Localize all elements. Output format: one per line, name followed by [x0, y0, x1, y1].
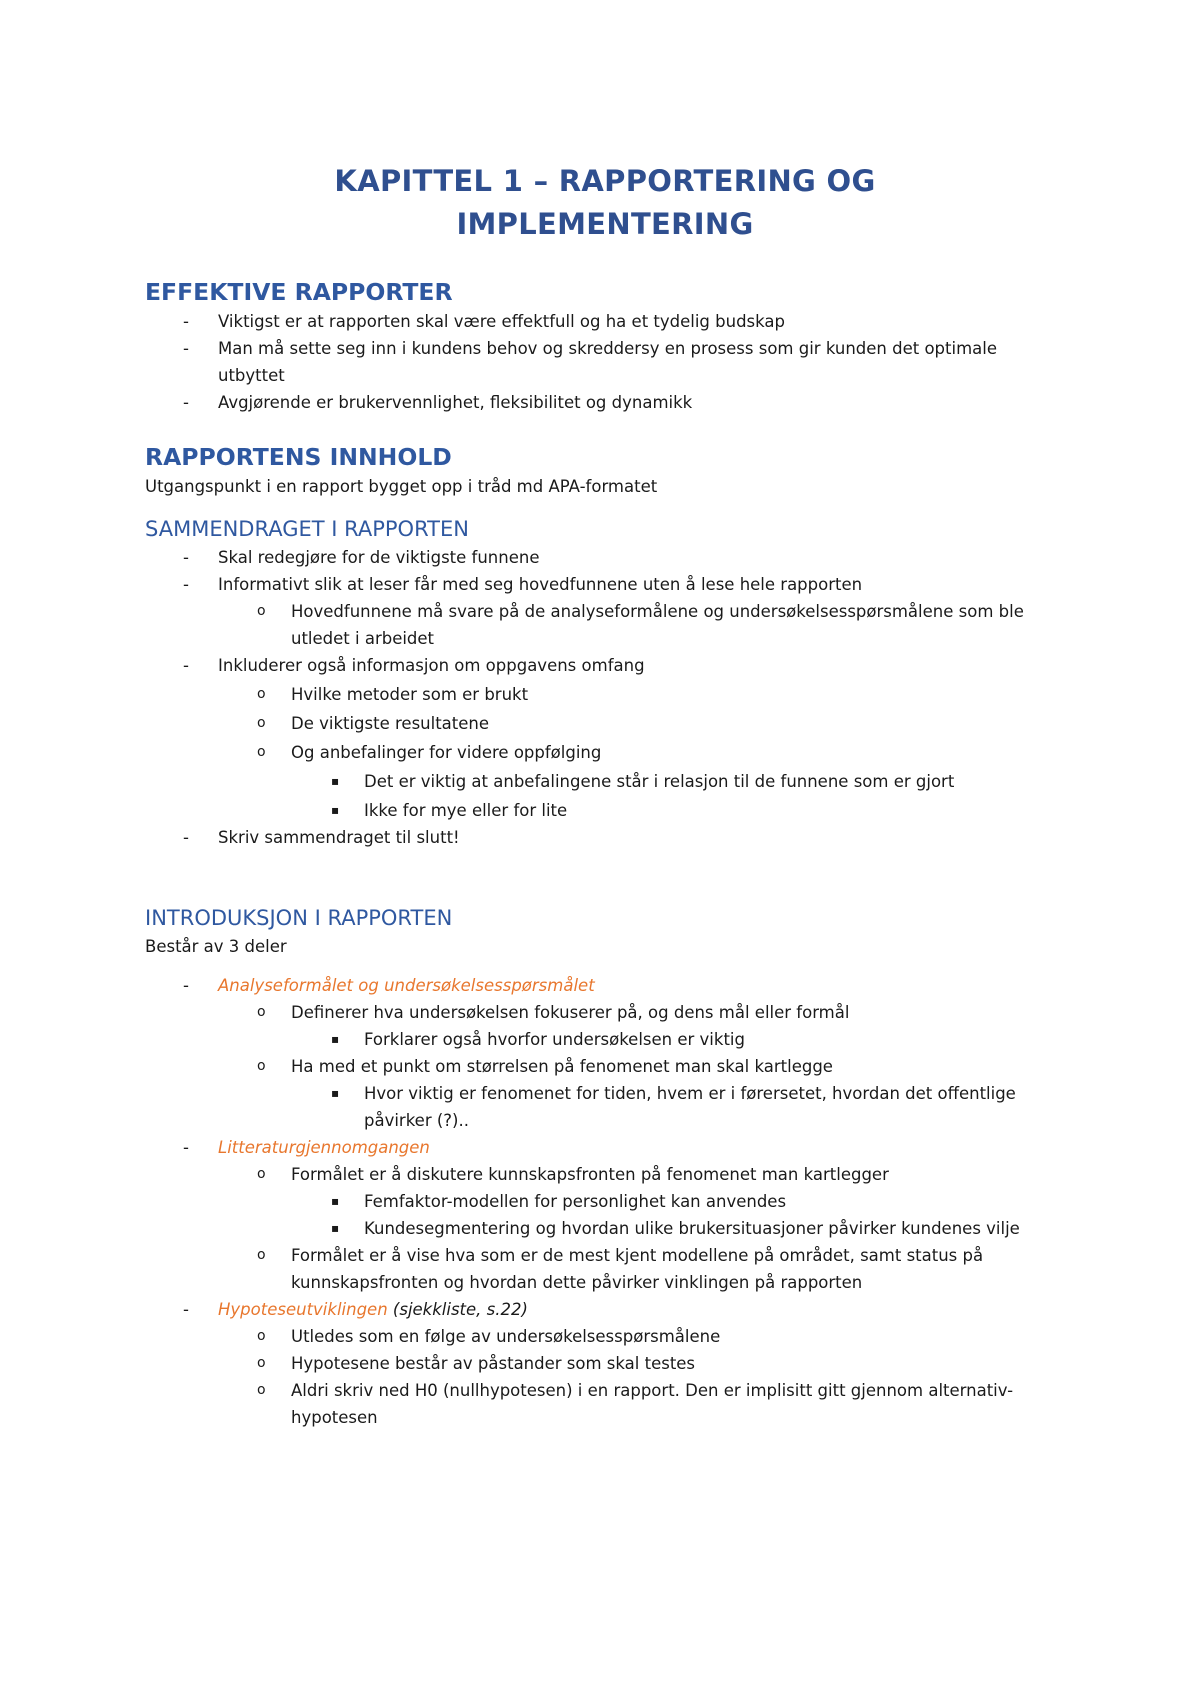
- list-item: - Hypoteseutviklingen (sjekkliste, s.22): [145, 1296, 1065, 1323]
- list-item: - Skal redegjøre for de viktigste funnene: [145, 544, 1065, 571]
- heading-introduksjon: INTRODUKSJON I RAPPORTEN: [145, 906, 453, 930]
- document-title: [145, 160, 1065, 246]
- circle-marker: o: [257, 1166, 266, 1182]
- circle-marker: o: [257, 1004, 266, 1020]
- list-item: o Aldri skriv ned H0 (nullhypotesen) i en rapport. Den er implisitt gitt gjennom alternativ-hypotesen: [145, 1377, 1065, 1431]
- bullet-list-sammendraget: [145, 544, 1065, 851]
- list-item: o Hovedfunnene må svare på de analyseformålene og undersøkelsesspørsmålene som ble utledet i arbeidet: [145, 598, 1065, 652]
- dash-marker: -: [183, 339, 189, 358]
- dash-marker: -: [183, 312, 189, 331]
- list-item: - Inkluderer også informasjon om oppgavens omfang: [145, 652, 1065, 679]
- list-item: - Informativt slik at leser får med seg hovedfunnene uten å lese hele rapporten: [145, 571, 1065, 598]
- circle-marker: o: [257, 715, 266, 731]
- heading-rapportens-innhold: RAPPORTENS INNHOLD: [145, 443, 452, 471]
- dash-marker: -: [183, 976, 189, 995]
- circle-marker: o: [257, 603, 266, 619]
- square-marker: ▪: [331, 1032, 340, 1046]
- square-marker: ▪: [331, 803, 340, 817]
- list-item: - Viktigst er at rapporten skal være effektfull og ha et tydelig budskap: [145, 308, 1065, 335]
- circle-marker: o: [257, 1058, 266, 1074]
- circle-marker: o: [257, 1328, 266, 1344]
- list-item: o Og anbefalinger for videre oppfølging: [145, 739, 1065, 766]
- list-item: o Definerer hva undersøkelsen fokuserer på, og dens mål eller formål: [145, 999, 1065, 1026]
- dash-marker: -: [183, 828, 189, 847]
- square-marker: ▪: [331, 1194, 340, 1208]
- bullet-list-introduksjon: [145, 972, 1065, 1431]
- list-item: o De viktigste resultatene: [145, 710, 1065, 737]
- list-item: o Formålet er å vise hva som er de mest kjent modellene på området, samt status på kunnskapsfronten og hvordan dette påvirker vinklingen på rapporten: [145, 1242, 1065, 1296]
- list-item: ▪ Ikke for mye eller for lite: [145, 797, 1065, 824]
- heading-effektive-rapporter: EFFEKTIVE RAPPORTER: [145, 278, 453, 306]
- square-marker: ▪: [331, 1086, 340, 1100]
- list-item: - Litteraturgjennomgangen: [145, 1134, 1065, 1161]
- square-marker: ▪: [331, 1221, 340, 1235]
- list-item: - Man må sette seg inn i kundens behov og skreddersy en prosess som gir kunden det optimale utbyttet: [145, 335, 1065, 389]
- circle-marker: o: [257, 686, 266, 702]
- dash-marker: -: [183, 548, 189, 567]
- dash-marker: -: [183, 1138, 189, 1157]
- list-item: - Avgjørende er brukervennlighet, fleksibilitet og dynamikk: [145, 389, 1065, 416]
- bullet-list-effektive: [145, 308, 1065, 416]
- square-marker: ▪: [331, 774, 340, 788]
- circle-marker: o: [257, 1382, 266, 1398]
- list-item: ▪ Kundesegmentering og hvordan ulike brukersituasjoner påvirker kundenes vilje: [145, 1215, 1065, 1242]
- list-item: ▪ Det er viktig at anbefalingene står i relasjon til de funnene som er gjort: [145, 768, 1065, 795]
- circle-marker: o: [257, 1247, 266, 1263]
- list-item: o Utledes som en følge av undersøkelsesspørsmålene: [145, 1323, 1065, 1350]
- document-page: [145, 160, 1065, 1431]
- list-item: o Hvilke metoder som er brukt: [145, 681, 1065, 708]
- list-item: ▪ Forklarer også hvorfor undersøkelsen er viktig: [145, 1026, 1065, 1053]
- list-item: o Ha med et punkt om størrelsen på fenomenet man skal kartlegge: [145, 1053, 1065, 1080]
- checklist-note: (sjekkliste, s.22): [392, 1300, 528, 1319]
- dash-marker: -: [183, 1300, 189, 1319]
- title-line-2: IMPLEMENTERING: [456, 207, 754, 241]
- list-item: o Hypotesene består av påstander som skal testes: [145, 1350, 1065, 1377]
- heading-sammendraget: SAMMENDRAGET I RAPPORTEN: [145, 517, 469, 541]
- list-item: - Analyseformålet og undersøkelsesspørsmålet: [145, 972, 1065, 999]
- dash-marker: -: [183, 656, 189, 675]
- paragraph-innhold: Utgangspunkt i en rapport bygget opp i tråd md APA-formatet: [145, 477, 658, 496]
- dash-marker: -: [183, 575, 189, 594]
- list-item: ▪ Hvor viktig er fenomenet for tiden, hvem er i førersetet, hvordan det offentlige påvirker (?)..: [145, 1080, 1065, 1134]
- circle-marker: o: [257, 1355, 266, 1371]
- list-item: ▪ Femfaktor-modellen for personlighet kan anvendes: [145, 1188, 1065, 1215]
- title-line-1: KAPITTEL 1 – RAPPORTERING OG: [334, 164, 876, 198]
- dash-marker: -: [183, 393, 189, 412]
- list-item: - Skriv sammendraget til slutt!: [145, 824, 1065, 851]
- circle-marker: o: [257, 744, 266, 760]
- list-item: o Formålet er å diskutere kunnskapsfronten på fenomenet man kartlegger: [145, 1161, 1065, 1188]
- paragraph-introduksjon: Består av 3 deler: [145, 937, 287, 956]
